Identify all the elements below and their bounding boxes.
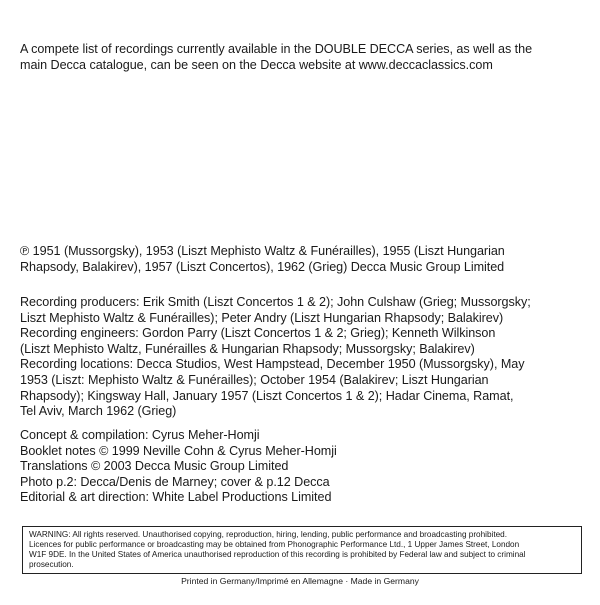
concept-line: Concept & compilation: Cyrus Meher-Homji <box>20 428 260 442</box>
warning-line: Licences for public performance or broadcasting may be obtained from Phonographic Performance Ltd., 1 Upper James Street, London <box>29 540 520 549</box>
editorial-line: Editorial & art direction: White Label Productions Limited <box>20 490 332 505</box>
warning-line: prosecution. <box>29 560 74 569</box>
credits-line: (Liszt Mephisto Waltz, Funérailles & Hungarian Rhapsody; Mussorgsky; Balakirev) <box>20 341 475 356</box>
recording-credits <box>20 295 586 420</box>
copyright-line: Rhapsody, Balakirev), 1957 (Liszt Concertos), 1962 (Grieg) Decca Music Group Limited <box>20 259 505 274</box>
credits-line: Tel Aviv, March 1962 (Grieg) <box>20 404 177 419</box>
intro-line: A compete list of recordings currently available in the DOUBLE DECCA series, as well as the <box>20 42 533 56</box>
production-credits <box>20 428 586 506</box>
copyright-paragraph <box>20 244 586 275</box>
photo-credit-line: Photo p.2: Decca/Denis de Marney; cover & p.12 Decca <box>20 474 330 489</box>
copyright-warning-box <box>22 526 582 574</box>
credits-line: Rhapsody); Kingsway Hall, January 1957 (Liszt Concertos 1 & 2); Hadar Cinema, Ramat, <box>20 388 514 403</box>
copyright-line: ℗ 1951 (Mussorgsky), 1953 (Liszt Mephisto Waltz & Funérailles), 1955 (Liszt Hungarian <box>20 244 505 258</box>
credits-line: Recording locations: Decca Studios, West Hampstead, December 1950 (Mussorgsky), May <box>20 357 525 372</box>
printed-in-germany: Printed in Germany/Imprimé en Allemagne · Made in Germany <box>181 576 419 586</box>
intro-paragraph <box>20 42 586 73</box>
warning-line: W1F 9DE. In the United States of America unauthorised reproduction of this recording is prohibited by Federal law and subject to criminal <box>29 550 526 559</box>
translations-line: Translations © 2003 Decca Music Group Limited <box>20 459 289 474</box>
credits-line: Recording producers: Erik Smith (Liszt Concertos 1 & 2); John Culshaw (Grieg; Mussorgsky; <box>20 295 531 309</box>
booklet-notes-line: Booklet notes © 1999 Neville Cohn & Cyrus Meher-Homji <box>20 443 337 458</box>
credits-line: Recording engineers: Gordon Parry (Liszt Concertos 1 & 2; Grieg); Kenneth Wilkinson <box>20 326 496 341</box>
credits-line: Liszt Mephisto Waltz & Funérailles); Peter Andry (Liszt Hungarian Rhapsody; Balakirev) <box>20 310 504 325</box>
intro-line: main Decca catalogue, can be seen on the Decca website at www.deccaclassics.com <box>20 57 493 72</box>
credits-line: 1953 (Liszt: Mephisto Waltz & Funérailles); October 1954 (Balakirev; Liszt Hungarian <box>20 372 489 387</box>
warning-line: WARNING: All rights reserved. Unauthorised copying, reproduction, hiring, lending, public performance and broadcasting prohibited. <box>29 530 508 539</box>
